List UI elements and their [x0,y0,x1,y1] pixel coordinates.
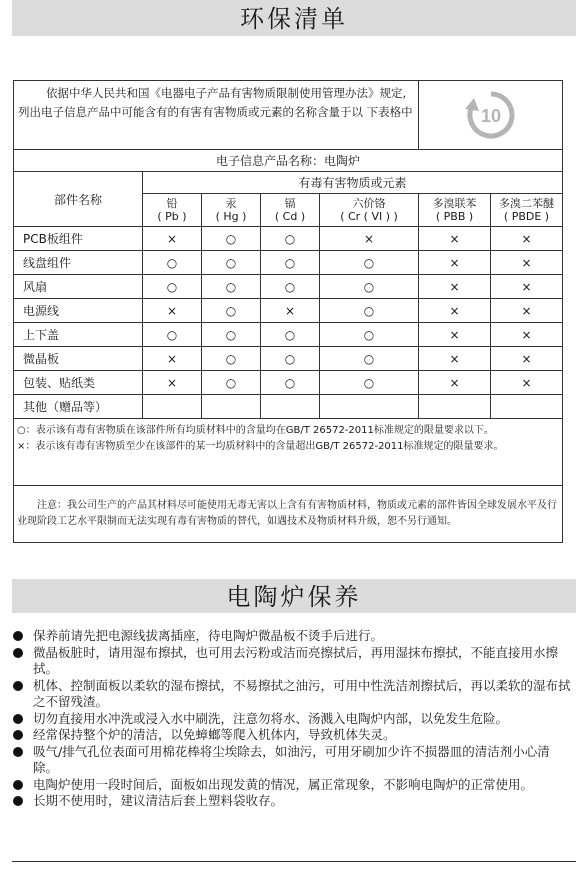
substance-mark: × [491,299,563,323]
part-name: 风扇 [14,275,143,299]
substance-mark: × [419,347,491,371]
bottom-rule [12,861,576,862]
bullet-icon [13,796,23,806]
regulation-intro: 依据中华人民共和国《电器电子产品有害物质限制使用管理办法》规定,列出电子信息产品中可能含有的有害有害物质或元素的名称含量于以 下表格中 [14,81,419,150]
substance-mark [261,395,320,419]
bullet-icon [13,648,23,658]
substance-mark: × [491,371,563,395]
logo-cell [419,81,563,150]
part-name: 线盘组件 [14,251,143,275]
substance-mark [491,395,563,419]
substance-name: 多溴二苯醚 [499,197,555,210]
bullet-icon [13,747,23,757]
table-row [14,323,563,347]
table-row [14,371,563,395]
substance-header [419,194,491,227]
substance-mark: × [419,299,491,323]
list-item [12,678,572,711]
care-item-text: 微晶板脏时，请用湿布擦拭，也可用去污粉或洁而亮擦拭后，再用湿抹布擦拭，不能直接用水擦拭。 [33,644,559,676]
substance-symbol: ( Cd ) [274,210,306,223]
substance-mark: ○ [320,275,419,299]
substance-mark: ○ [261,323,320,347]
part-name: 电源线 [14,299,143,323]
substance-mark: ○ [320,347,419,371]
substance-symbol: ( PBB ) [435,210,474,223]
bullet-icon [13,681,23,691]
substance-mark: ○ [202,347,261,371]
list-item [12,777,572,794]
substance-name: 汞 [225,197,237,210]
substance-symbol: ( Pb ) [157,210,187,223]
logo-number: 10 [480,106,501,126]
care-list [12,628,572,810]
substance-mark: × [261,299,320,323]
substance-mark: ○ [202,299,261,323]
substance-mark: ○ [143,251,202,275]
substance-mark: × [143,299,202,323]
table-row [14,275,563,299]
hazard-header: 有毒有害物质或元素 [143,172,563,194]
product-name-line: 电子信息产品名称：电陶炉 [14,150,563,172]
substance-mark: × [419,323,491,347]
substance-mark: × [143,227,202,251]
care-item-text: 电陶炉使用一段时间后，面板如出现发黄的情况，属正常现象，不影响电陶炉的正常使用。 [33,776,534,792]
bullet-icon [13,631,23,641]
table-row [14,299,563,323]
hazardous-substances-table [13,80,563,543]
substance-mark [320,395,419,419]
substance-mark: ○ [261,371,320,395]
substance-mark: ○ [202,371,261,395]
legend-notes [14,419,563,486]
care-item-text: 吸气/排气孔位表面可用棉花棒将尘埃除去，如油污，可用牙刷加少许不损器皿的清洁剂小心清除。 [33,743,550,775]
list-item [12,727,572,744]
list-item [12,628,572,645]
environment-protection-period-icon [461,89,521,141]
substance-mark: ○ [143,275,202,299]
care-item-text: 保养前请先把电源线拔离插座，待电陶炉微晶板不烫手后进行。 [33,628,384,643]
substance-name: 镉 [284,197,296,210]
substance-mark: × [143,371,202,395]
table-row [14,251,563,275]
substance-name: 铅 [166,197,178,210]
list-item [12,744,572,777]
substance-mark: ○ [261,275,320,299]
part-name: 包装、贴纸类 [14,371,143,395]
part-name: 微晶板 [14,347,143,371]
environmental-list-title: 环保清单 [12,0,576,36]
substance-mark: × [491,275,563,299]
substance-mark: × [491,323,563,347]
substance-mark: ○ [320,323,419,347]
care-item-text: 经常保持整个炉的清洁，以免蟑螂等爬入机体内，导致机体失灵。 [33,727,396,742]
substance-header [261,194,320,227]
substance-mark: × [419,227,491,251]
part-name: PCB板组件 [14,227,143,251]
table-row [14,347,563,371]
part-name: 上下盖 [14,323,143,347]
substance-header [491,194,563,227]
substance-mark: × [419,251,491,275]
substance-mark: × [143,347,202,371]
list-item [12,645,572,678]
substance-name: 六价铬 [352,197,386,210]
bullet-icon [13,730,23,740]
substance-mark: × [320,227,419,251]
part-name: 其他（赠品等） [14,395,143,419]
table-row [14,395,563,419]
substance-mark: ○ [320,371,419,395]
substance-header [143,194,202,227]
substance-mark: × [491,347,563,371]
substance-mark: ○ [202,251,261,275]
substance-mark: × [419,275,491,299]
substance-mark: ○ [202,323,261,347]
substance-mark [202,395,261,419]
substance-mark [143,395,202,419]
substance-mark: ○ [320,251,419,275]
legend-cross: ×：表示该有毒有害物质至少在该部件的某一均质材料中的含量超出GB/T 26572-2011标准规定的限量要求。 [17,441,504,452]
substance-header [320,194,419,227]
substance-symbol: ( Cr ( VI ) ) [340,210,398,223]
legend-circle: ○：表示该有毒有害物质在该部件所有均质材料中的含量均在GB/T 26572-2011标准规定的限量要求以下。 [17,425,494,436]
table-row [14,227,563,251]
substance-mark: ○ [261,227,320,251]
substance-mark [419,395,491,419]
substance-symbol: ( Hg ) [215,210,247,223]
substance-mark: ○ [202,275,261,299]
bullet-icon [13,714,23,724]
part-name-header: 部件名称 [14,172,143,227]
list-item [12,793,572,810]
care-item-text: 长期不使用时，建议清洁后套上塑料袋收存。 [33,793,284,808]
substance-mark: ○ [261,347,320,371]
substance-name: 多溴联苯 [432,197,477,210]
care-item-text: 机体、控制面板以柔软的湿布擦拭，不易擦拭之油污，可用中性洗洁剂擦拭后，再以柔软的湿布拭之不留残渣。 [33,677,571,709]
bullet-icon [13,780,23,790]
care-item-text: 切勿直接用水冲洗或浸入水中刷洗，注意勿将水、汤溅入电陶炉内部，以免发生危险。 [33,710,509,726]
notice-text: 注意：我公司生产的产品其材料尽可能使用无毒无害以上含有有害物质材料，物质或元素的部件皆因全球发展水平及行业现阶段工艺水平限制而无法实现有毒有害物质的替代，如遇技术及物质材料升级，恕不另行通知。 [14,486,563,543]
substance-mark: ○ [202,227,261,251]
substance-mark: × [491,251,563,275]
substance-mark: × [491,227,563,251]
substance-mark: × [419,371,491,395]
substance-mark: ○ [143,323,202,347]
list-item [12,711,572,728]
care-title: 电陶炉保养 [12,579,576,613]
substance-mark: ○ [320,299,419,323]
substance-mark: ○ [261,251,320,275]
substance-header [202,194,261,227]
substance-symbol: ( PBDE ) [503,210,550,223]
